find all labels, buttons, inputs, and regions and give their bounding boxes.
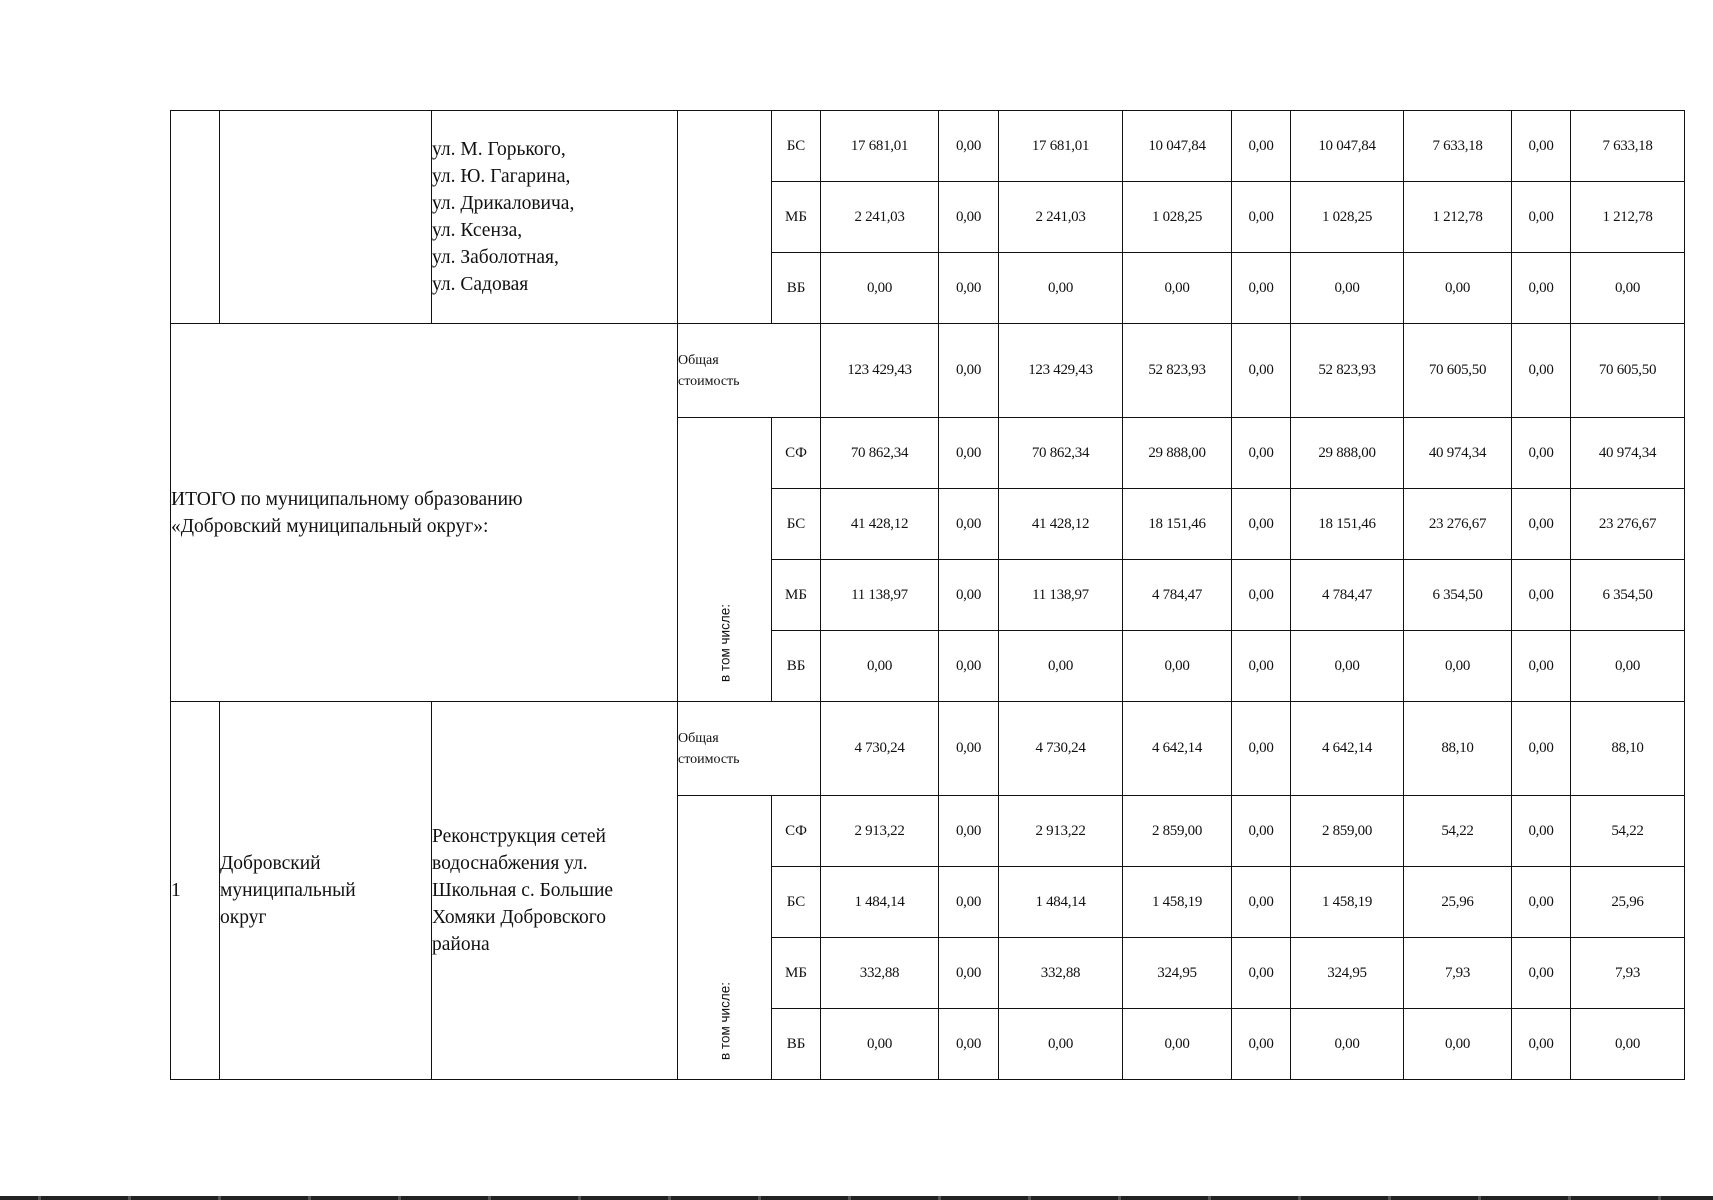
street-line: ул. Садовая bbox=[432, 274, 529, 295]
value-cell: 0,00 bbox=[1512, 489, 1571, 560]
budget-table bbox=[170, 110, 1685, 1080]
in-that-number-cell bbox=[678, 796, 772, 1080]
fund-code: БС bbox=[772, 489, 821, 560]
value-cell: 123 429,43 bbox=[999, 324, 1123, 418]
value-cell: 88,10 bbox=[1404, 702, 1512, 796]
object-cost-label bbox=[678, 702, 821, 796]
value-cell: 0,00 bbox=[821, 1009, 939, 1080]
value-cell: 0,00 bbox=[1512, 324, 1571, 418]
value-cell: 0,00 bbox=[939, 796, 999, 867]
value-cell: 25,96 bbox=[1404, 867, 1512, 938]
value-cell: 23 276,67 bbox=[1404, 489, 1512, 560]
value-cell: 0,00 bbox=[1232, 796, 1291, 867]
value-cell: 0,00 bbox=[1232, 182, 1291, 253]
in-that-number-label: в том числе: bbox=[717, 604, 732, 682]
value-cell: 0,00 bbox=[939, 631, 999, 702]
value-cell: 0,00 bbox=[1232, 560, 1291, 631]
value-cell: 0,00 bbox=[1571, 631, 1685, 702]
value-cell: 1 484,14 bbox=[999, 867, 1123, 938]
total-cost-label bbox=[678, 324, 821, 418]
street-line: ул. Заболотная, bbox=[432, 247, 559, 268]
value-cell: 0,00 bbox=[1512, 253, 1571, 324]
value-cell: 0,00 bbox=[1232, 253, 1291, 324]
value-cell: 0,00 bbox=[1512, 702, 1571, 796]
district-line: округ bbox=[220, 907, 267, 928]
value-cell: 0,00 bbox=[1512, 111, 1571, 182]
value-cell: 7,93 bbox=[1571, 938, 1685, 1009]
cost-label-line: Общая bbox=[678, 730, 719, 746]
value-cell: 0,00 bbox=[1232, 867, 1291, 938]
value-cell: 0,00 bbox=[939, 560, 999, 631]
value-cell: 0,00 bbox=[1123, 1009, 1232, 1080]
value-cell: 0,00 bbox=[1404, 1009, 1512, 1080]
index-cell bbox=[171, 111, 220, 324]
value-cell: 17 681,01 bbox=[999, 111, 1123, 182]
scan-edge-divider bbox=[0, 1196, 1713, 1200]
value-cell: 0,00 bbox=[939, 182, 999, 253]
value-cell: 0,00 bbox=[1232, 702, 1291, 796]
value-cell: 10 047,84 bbox=[1291, 111, 1404, 182]
value-cell: 0,00 bbox=[999, 1009, 1123, 1080]
value-cell: 6 354,50 bbox=[1404, 560, 1512, 631]
value-cell: 0,00 bbox=[1512, 867, 1571, 938]
street-line: ул. Ксенза, bbox=[432, 220, 523, 241]
value-cell: 0,00 bbox=[939, 938, 999, 1009]
value-cell: 7 633,18 bbox=[1571, 111, 1685, 182]
value-cell: 17 681,01 bbox=[821, 111, 939, 182]
value-cell: 0,00 bbox=[939, 111, 999, 182]
fund-code: БС bbox=[772, 867, 821, 938]
district-line: Добровский bbox=[220, 853, 321, 874]
value-cell: 25,96 bbox=[1571, 867, 1685, 938]
value-cell: 0,00 bbox=[1232, 938, 1291, 1009]
value-cell: 0,00 bbox=[1512, 938, 1571, 1009]
value-cell: 0,00 bbox=[1232, 631, 1291, 702]
value-cell: 1 028,25 bbox=[1291, 182, 1404, 253]
value-cell: 10 047,84 bbox=[1123, 111, 1232, 182]
total-label-line: «Добровский муниципальный округ»: bbox=[171, 515, 489, 537]
value-cell: 324,95 bbox=[1291, 938, 1404, 1009]
value-cell: 2 859,00 bbox=[1291, 796, 1404, 867]
value-cell: 4 642,14 bbox=[1123, 702, 1232, 796]
value-cell: 23 276,67 bbox=[1571, 489, 1685, 560]
value-cell: 1 212,78 bbox=[1404, 182, 1512, 253]
value-cell: 0,00 bbox=[1291, 631, 1404, 702]
sub-label-cell bbox=[678, 111, 772, 324]
value-cell: 0,00 bbox=[1232, 1009, 1291, 1080]
value-cell: 41 428,12 bbox=[821, 489, 939, 560]
object-name-cell bbox=[432, 702, 678, 1080]
value-cell: 6 354,50 bbox=[1571, 560, 1685, 631]
value-cell: 0,00 bbox=[1123, 631, 1232, 702]
value-cell: 29 888,00 bbox=[1123, 418, 1232, 489]
table-row bbox=[171, 324, 1685, 418]
value-cell: 11 138,97 bbox=[999, 560, 1123, 631]
street-line: ул. Дрикаловича, bbox=[432, 193, 575, 214]
value-cell: 0,00 bbox=[1512, 1009, 1571, 1080]
value-cell: 52 823,93 bbox=[1123, 324, 1232, 418]
value-cell: 0,00 bbox=[1571, 253, 1685, 324]
fund-code: СФ bbox=[772, 418, 821, 489]
value-cell: 0,00 bbox=[1512, 796, 1571, 867]
cost-label-line: стоимость bbox=[678, 373, 740, 389]
value-cell: 2 241,03 bbox=[999, 182, 1123, 253]
value-cell: 54,22 bbox=[1404, 796, 1512, 867]
value-cell: 0,00 bbox=[939, 489, 999, 560]
value-cell: 1 458,19 bbox=[1123, 867, 1232, 938]
value-cell: 0,00 bbox=[1291, 253, 1404, 324]
value-cell: 0,00 bbox=[821, 253, 939, 324]
table-row bbox=[171, 111, 1685, 182]
value-cell: 70 862,34 bbox=[999, 418, 1123, 489]
fund-code: ВБ bbox=[772, 631, 821, 702]
value-cell: 0,00 bbox=[939, 253, 999, 324]
value-cell: 7,93 bbox=[1404, 938, 1512, 1009]
total-label-line: ИТОГО по муниципальному образованию bbox=[171, 488, 523, 510]
table-row bbox=[171, 702, 1685, 796]
value-cell: 1 212,78 bbox=[1571, 182, 1685, 253]
value-cell: 1 458,19 bbox=[1291, 867, 1404, 938]
value-cell: 0,00 bbox=[999, 253, 1123, 324]
object-line: Хомяки Добровского bbox=[432, 907, 607, 928]
in-that-number-label: в том числе: bbox=[717, 982, 732, 1060]
value-cell: 0,00 bbox=[999, 631, 1123, 702]
value-cell: 40 974,34 bbox=[1404, 418, 1512, 489]
value-cell: 2 859,00 bbox=[1123, 796, 1232, 867]
district-cell bbox=[220, 702, 432, 1080]
value-cell: 0,00 bbox=[939, 324, 999, 418]
district-line: муниципальный bbox=[220, 880, 356, 901]
fund-code: МБ bbox=[772, 938, 821, 1009]
fund-code: МБ bbox=[772, 560, 821, 631]
value-cell: 0,00 bbox=[1571, 1009, 1685, 1080]
cost-label-line: Общая bbox=[678, 352, 719, 368]
value-cell: 0,00 bbox=[1232, 489, 1291, 560]
value-cell: 18 151,46 bbox=[1123, 489, 1232, 560]
street-line: ул. М. Горького, bbox=[432, 139, 566, 160]
value-cell: 52 823,93 bbox=[1291, 324, 1404, 418]
value-cell: 0,00 bbox=[1232, 324, 1291, 418]
street-line: ул. Ю. Гагарина, bbox=[432, 166, 571, 187]
fund-code: ВБ bbox=[772, 253, 821, 324]
value-cell: 0,00 bbox=[939, 418, 999, 489]
value-cell: 11 138,97 bbox=[821, 560, 939, 631]
value-cell: 0,00 bbox=[821, 631, 939, 702]
value-cell: 0,00 bbox=[1512, 418, 1571, 489]
object-line: водоснабжения ул. bbox=[432, 853, 588, 874]
value-cell: 4 730,24 bbox=[821, 702, 939, 796]
object-line: района bbox=[432, 934, 490, 955]
value-cell: 0,00 bbox=[939, 702, 999, 796]
value-cell: 0,00 bbox=[1232, 111, 1291, 182]
value-cell: 1 028,25 bbox=[1123, 182, 1232, 253]
value-cell: 54,22 bbox=[1571, 796, 1685, 867]
district-cell bbox=[220, 111, 432, 324]
value-cell: 2 913,22 bbox=[999, 796, 1123, 867]
value-cell: 0,00 bbox=[939, 1009, 999, 1080]
value-cell: 0,00 bbox=[1404, 253, 1512, 324]
value-cell: 0,00 bbox=[1123, 253, 1232, 324]
value-cell: 0,00 bbox=[1512, 560, 1571, 631]
total-label-cell bbox=[171, 324, 678, 702]
value-cell: 0,00 bbox=[1232, 418, 1291, 489]
value-cell: 0,00 bbox=[1512, 182, 1571, 253]
fund-code: СФ bbox=[772, 796, 821, 867]
value-cell: 2 241,03 bbox=[821, 182, 939, 253]
value-cell: 123 429,43 bbox=[821, 324, 939, 418]
value-cell: 29 888,00 bbox=[1291, 418, 1404, 489]
in-that-number-cell bbox=[678, 418, 772, 702]
value-cell: 70 605,50 bbox=[1571, 324, 1685, 418]
object-line: Реконструкция сетей bbox=[432, 826, 606, 847]
value-cell: 0,00 bbox=[939, 867, 999, 938]
value-cell: 0,00 bbox=[1512, 631, 1571, 702]
fund-code: БС bbox=[772, 111, 821, 182]
value-cell: 88,10 bbox=[1571, 702, 1685, 796]
value-cell: 4 784,47 bbox=[1123, 560, 1232, 631]
value-cell: 70 862,34 bbox=[821, 418, 939, 489]
value-cell: 7 633,18 bbox=[1404, 111, 1512, 182]
value-cell: 324,95 bbox=[1123, 938, 1232, 1009]
streets-cell bbox=[432, 111, 678, 324]
cost-label-line: стоимость bbox=[678, 751, 740, 767]
value-cell: 2 913,22 bbox=[821, 796, 939, 867]
object-line: Школьная с. Большие bbox=[432, 880, 614, 901]
value-cell: 18 151,46 bbox=[1291, 489, 1404, 560]
value-cell: 4 642,14 bbox=[1291, 702, 1404, 796]
value-cell: 332,88 bbox=[999, 938, 1123, 1009]
value-cell: 4 730,24 bbox=[999, 702, 1123, 796]
fund-code: МБ bbox=[772, 182, 821, 253]
value-cell: 70 605,50 bbox=[1404, 324, 1512, 418]
value-cell: 0,00 bbox=[1291, 1009, 1404, 1080]
value-cell: 1 484,14 bbox=[821, 867, 939, 938]
row-index: 1 bbox=[171, 702, 220, 1080]
value-cell: 40 974,34 bbox=[1571, 418, 1685, 489]
value-cell: 332,88 bbox=[821, 938, 939, 1009]
value-cell: 0,00 bbox=[1404, 631, 1512, 702]
fund-code: ВБ bbox=[772, 1009, 821, 1080]
value-cell: 4 784,47 bbox=[1291, 560, 1404, 631]
value-cell: 41 428,12 bbox=[999, 489, 1123, 560]
